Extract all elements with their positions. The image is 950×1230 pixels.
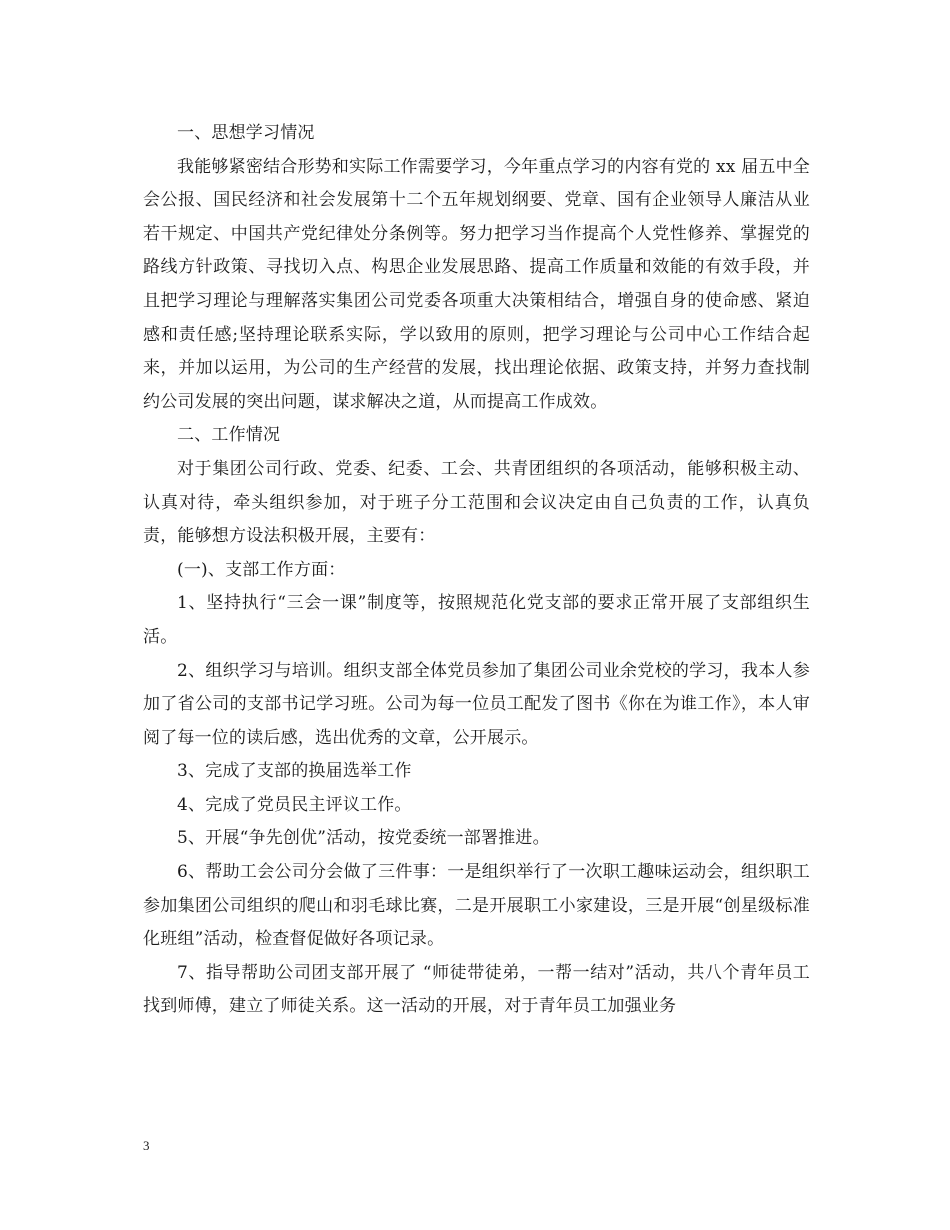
subsection-heading-branch-work: (一)、支部工作方面： [177,559,346,580]
paragraph-work-overview: 对于集团公司行政、党委、纪委、工会、共青团组织的各项活动，能够积极主动、认真对待，牵头组织参加，对于班子分工范围和会议决定由自己负责的工作，认真负责，能够想方设法积极开展，主要有： [143,458,810,547]
list-item-5: 5、开展“争先创优”活动，按党委统一部署推进。 [177,828,550,849]
list-item-4: 4、完成了党员民主评议工作。 [177,794,412,815]
list-item-3: 3、完成了支部的换届选举工作 [177,761,412,782]
paragraph-study-content: 我能够紧密结合形势和实际工作需要学习，今年重点学习的内容有党的 xx 届五中全会公报、国民经济和社会发展第十二个五年规划纲要、党章、国有企业领导人廉洁从业若干规定、中国共产党纪律处分条例等。努力把学习当作提高个人党性修养、掌握党的路线方针政策、寻找切入点、构思企业发展思路、提高工作质量和效能的有效手段，并且把学习理论与理解落实集团公司党委各项重大决策相结合，增强自身的使命感、紧迫感和责任感;坚持理论联系实际，学以致用的原则，把学习理论与公司中心工作结合起来，并加以运用，为公司的生产经营的发展，找出理论依据、政策支持，并努力查找制约公司发展的突出问题，谋求解决之道，从而提高工作成效。 [143,156,810,412]
document-body [143,117,810,1024]
list-item-2: 2、组织学习与培训。组织支部全体党员参加了集团公司业余党校的学习，我本人参加了省公司的支部书记学习班。公司为每一位员工配发了图书《你在为谁工作》，本人审阅了每一位的读后感，选出优秀的文章，公开展示。 [143,660,810,748]
page-number: 3 [143,1138,150,1153]
list-item-7: 7、指导帮助公司团支部开展了 “师徒带徒弟，一帮一结对”活动，共八个青年员工找到师傅，建立了师徒关系。这一活动的开展，对于青年员工加强业务 [143,962,810,1017]
section-heading-work: 二、工作情况 [177,425,281,446]
list-item-6: 6、帮助工会公司分会做了三件事：一是组织举行了一次职工趣味运动会，组织职工参加集团公司组织的爬山和羽毛球比赛，二是开展职工小家建设，三是开展“创星级标准化班组”活动，检查督促做好各项记录。 [143,862,810,950]
list-item-1: 1、坚持执行“三会一课”制度等，按照规范化党支部的要求正常开展了支部组织生活。 [143,593,810,647]
section-heading-thought-study: 一、思想学习情况 [177,123,315,143]
